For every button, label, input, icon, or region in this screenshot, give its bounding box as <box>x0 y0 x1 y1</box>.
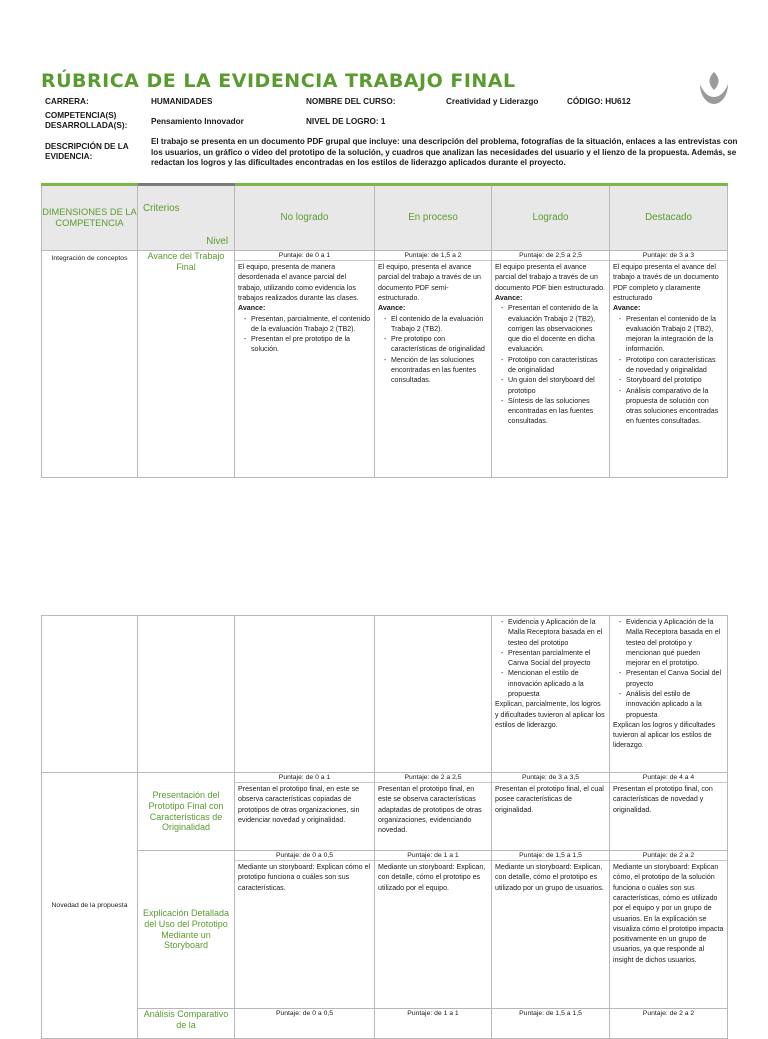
list-item: - El contenido de la evaluación Trabajo 2 (TB2). <box>384 314 488 335</box>
puntaje: Puntaje: de 0 a 0,5 <box>275 1010 334 1017</box>
curso-label: NOMBRE DEL CURSO: <box>306 97 396 106</box>
descripcion-label: DESCRIPCIÓN DE LA EVIDENCIA: <box>45 142 129 161</box>
curso-value: Creatividad y Liderazgo <box>446 97 539 106</box>
puntaje: Puntaje: de 3 a 3 <box>610 251 727 261</box>
cell-destacado-cont <box>610 616 728 773</box>
nivel-label: Nivel <box>206 236 228 247</box>
list-item: - Presentan el pre prototipo de la solución. <box>244 334 371 355</box>
nivel-criterios-header <box>138 185 235 251</box>
list-item: - Presentan, parcialmente, el contenido de la evaluación Trabajo 2 (TB2). <box>244 314 371 335</box>
puntaje: Puntaje: de 1,5 a 2 <box>375 251 491 261</box>
list-item: - Presentan parcialmente el Canva Social del proyecto <box>501 648 606 669</box>
puntaje: Puntaje: de 1,5 a 1,5 <box>492 851 609 861</box>
list-item: - Análisis del estilo de innovación aplicado a la propuesta <box>619 689 724 720</box>
list-item: - Síntesis de las soluciones encontradas en las fuentes consultadas. <box>501 396 606 427</box>
cell-logrado-cont <box>492 616 610 773</box>
cell-text: Presentan el prototipo final, el cual posee características de originalidad. <box>495 785 604 814</box>
cell-text: Presentan el prototipo final, con características de novedad y originalidad. <box>613 785 713 814</box>
criterio-cell: Explicación Detallada del Uso del Prototipo Mediante un Storyboard <box>138 851 235 1009</box>
list-item: - Presentan el contenido de la evaluación Trabajo 2 (TB2), corrigen las observaciones que dio el docente en dicha evaluación. <box>501 303 606 354</box>
avance-label: Avance: <box>378 304 406 313</box>
cell-en-proceso <box>375 251 492 478</box>
table-row <box>42 251 728 478</box>
cell-text: Mediante un storyboard: Explican cómo el prototipo funciona o cuáles son sus características. <box>238 863 371 892</box>
dimension-cell: Novedad de la propuesta <box>42 773 138 1039</box>
nivel-logro: NIVEL DE LOGRO: 1 <box>306 117 386 126</box>
cell-intro: El equipo, presenta de manera desordenada el avance parcial del trabajo, utilizando como evidencia los trabajos realizados durante las clases. <box>238 263 359 303</box>
page-title: RÚBRICA DE LA EVIDENCIA TRABAJO FINAL <box>41 70 516 92</box>
avance-label: Avance: <box>495 294 523 303</box>
dimensiones-header: DIMENSIONES DE LA COMPETENCIA <box>42 185 138 251</box>
list-item: - Mención de las soluciones encontradas en las fuentes consultadas. <box>384 355 488 386</box>
level-no-logrado: No logrado <box>235 185 375 251</box>
criterios-label: Criterios <box>143 202 180 214</box>
dimension-cell: Integración de conceptos <box>42 251 138 478</box>
list-item: - Un guion del storyboard del prototipo <box>501 375 606 396</box>
puntaje: Puntaje: de 3 a 3,5 <box>492 773 609 783</box>
level-en-proceso: En proceso <box>375 185 492 251</box>
cell-tail: Explican, parcialmente, los logros y dificultades tuvieron al aplicar los estilos de liderazgo. <box>495 700 605 729</box>
cell-tail: Explican los logros y dificultades tuvieron al aplicar los estilos de liderazgo. <box>613 720 716 750</box>
cell-no-logrado <box>235 251 375 478</box>
criterio-cell: Análisis Comparativo de la <box>138 1009 235 1039</box>
list-item: - Storyboard del prototipo <box>619 375 724 385</box>
cell-text: Presentan el prototipo final, en este se observa características copiadas de prototipos de otras organizaciones, sin evidenciar novedad y originalidad. <box>238 785 360 825</box>
rubric-table-bottom <box>41 615 728 1039</box>
cell-text: Mediante un storyboard: Explican, con detalle, cómo el prototipo es utilizado por el equipo. <box>378 863 486 892</box>
puntaje: Puntaje: de 2 a 2,5 <box>375 773 491 783</box>
list-item: - Mencionan el estilo de innovación aplicado a la propuesta <box>501 668 606 699</box>
carrera-label: CARRERA: <box>45 97 89 106</box>
cell-text: Mediante un storyboard: Explican, con detalle, cómo el prototipo es utilizado por un grupo de usuarios. <box>495 863 604 892</box>
list-item: - Presentan el contenido de la evaluación Trabajo 2 (TB2), mejoran la integración de la información. <box>619 314 724 355</box>
cell-intro: El equipo presenta el avance parcial del trabajo a través de un documento PDF bien estructurado. <box>495 263 606 292</box>
table-header-row <box>42 185 728 251</box>
puntaje: Puntaje: de 1,5 a 1,5 <box>519 1010 582 1017</box>
table-row <box>42 616 728 773</box>
level-logrado: Logrado <box>492 185 610 251</box>
descripcion-value: El trabajo se presenta en un documento PDF grupal que incluye: una descripción del problema, fotografías de la situación, enlaces a las entrevistas con los usuarios, un gráfico o video del prototipo de la solución, y cuadros que analizan las necesidades del usuario y el lienzo de la propuesta. Además, se redactan los logros y las dificultades encontradas en los estilos de liderazgo aplicados durante el proyecto. <box>151 137 738 168</box>
table-row <box>42 773 728 851</box>
cell-intro: El equipo presenta el avance del trabajo a través de un documento PDF completo y claramente estructurado <box>613 263 719 303</box>
list-item: - Análisis comparativo de la propuesta de solución con otras soluciones encontradas en fuentes consultadas. <box>619 386 724 427</box>
puntaje: Puntaje: de 0 a 1 <box>235 773 374 783</box>
puntaje: Puntaje: de 2 a 2 <box>610 851 727 861</box>
list-item: - Evidencia y Aplicación de la Malla Receptora basada en el testeo del prototipo y mencionan qué pueden mejorar en el prototipo. <box>619 617 724 668</box>
puntaje: Puntaje: de 4 a 4 <box>610 773 727 783</box>
criterio-cell: Avance del Trabajo Final <box>138 251 235 478</box>
carrera-value: HUMANIDADES <box>151 97 213 106</box>
competencia-label: COMPETENCIA(S) DESARROLLADA(S): <box>45 111 128 130</box>
list-item: - Presentan el Canva Social del proyecto <box>619 668 724 689</box>
cell-text: Presentan el prototipo final, en este se observa características adaptadas de prototipos de otras organizaciones, evidenciando novedad. <box>378 785 482 835</box>
table-row <box>42 851 728 1009</box>
cell-logrado <box>492 251 610 478</box>
cell-destacado <box>610 251 728 478</box>
cell-intro: El equipo, presenta el avance parcial del trabajo a través de un documento PDF semi-estructurado. <box>378 263 481 303</box>
competencia-value: Pensamiento Innovador <box>151 117 244 126</box>
puntaje: Puntaje: de 2 a 2 <box>642 1010 695 1017</box>
list-item: - Prototipo con características de originalidad <box>501 355 606 376</box>
list-item: - Pre prototipo con características de originalidad <box>384 334 488 355</box>
avance-label: Avance: <box>238 304 266 313</box>
codigo: CÓDIGO: HU612 <box>567 97 631 106</box>
university-logo-icon <box>694 68 734 108</box>
criterio-cell: Presentación del Prototipo Final con Características de Originalidad <box>138 773 235 851</box>
avance-label: Avance: <box>613 304 641 313</box>
puntaje: Puntaje: de 0 a 1 <box>235 251 374 261</box>
puntaje: Puntaje: de 1 a 1 <box>407 1010 459 1017</box>
cell-text: Mediante un storyboard: Explican cómo, el prototipo de la solución funciona o cuáles son sus características, cómo es utilizado por el equipo y por un grupo de usuarios. En la explicación se visualiza cómo el prototipo impacta positivamente en un grupo de usuarios, ya que responde al insight de dichos usuarios. <box>613 863 724 964</box>
rubric-table-top <box>41 183 728 478</box>
level-destacado: Destacado <box>610 185 728 251</box>
puntaje: Puntaje: de 0 a 0,5 <box>235 851 374 861</box>
puntaje: Puntaje: de 1 a 1 <box>375 851 491 861</box>
list-item: - Prototipo con características de novedad y originalidad <box>619 355 724 376</box>
puntaje: Puntaje: de 2,5 a 2,5 <box>492 251 609 261</box>
list-item: - Evidencia y Aplicación de la Malla Receptora basada en el testeo del prototipo <box>501 617 606 648</box>
